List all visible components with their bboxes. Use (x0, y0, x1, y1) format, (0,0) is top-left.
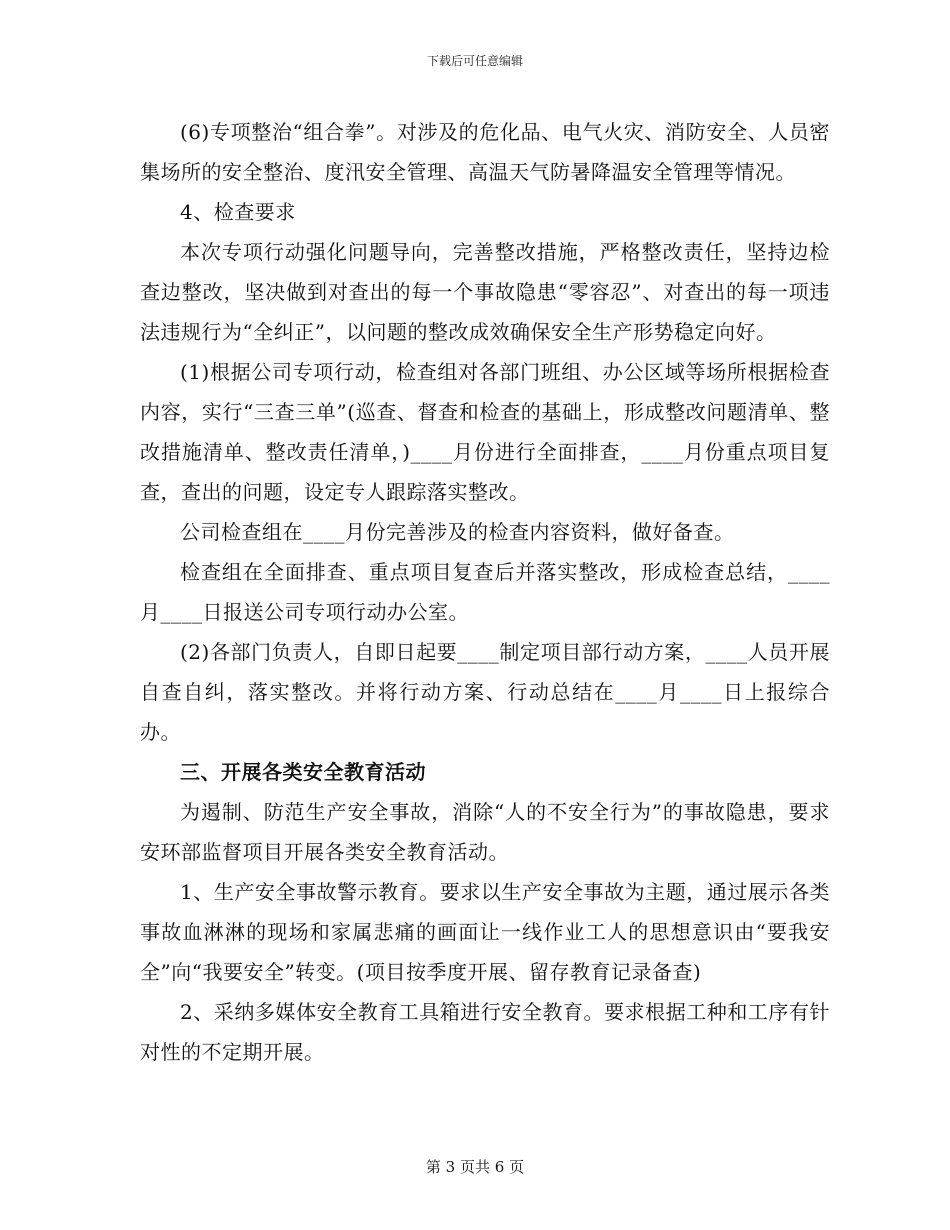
paragraph-education-intro: 为遏制、防范生产安全事故，消除“人的不安全行为”的事故隐患，要求安环部监督项目开展各类安全教育活动。 (140, 800, 830, 864)
section-heading-safety-education: 三、开展各类安全教育活动 (180, 760, 426, 784)
paragraph-inspection-requirements-title: 4、检查要求 (180, 200, 296, 224)
paragraph-warning-education: 1、生产安全事故警示教育。要求以生产安全事故为主题，通过展示各类事故血淋淋的现场和家属悲痛的画面让一线作业工人的思想意识由“要我安全”向“我要安全”转变。(项目按季度开展、留存教育记录备查) (140, 880, 830, 984)
document-body (140, 112, 830, 1072)
page-header: 下载后可任意编辑 (426, 54, 523, 68)
paragraph-item-2: (2)各部门负责人，自即日起要____制定项目部行动方案，____人员开展自查自纠，落实整改。并将行动方案、行动总结在____月____日上报综合办。 (140, 640, 830, 744)
paragraph-multimedia-education: 2、采纳多媒体安全教育工具箱进行安全教育。要求根据工种和工序有针对性的不定期开展。 (140, 1000, 830, 1064)
page-footer: 第 3 页共 6 页 (425, 1158, 525, 1176)
paragraph-inspection-materials: 公司检查组在____月份完善涉及的检查内容资料，做好备查。 (180, 520, 735, 544)
paragraph-inspection-summary: 检查组在全面排查、重点项目复查后并落实整改，形成检查总结，____月____日报送公司专项行动办公室。 (140, 560, 830, 624)
paragraph-action-goals: 本次专项行动强化问题导向，完善整改措施，严格整改责任，坚持边检查边整改，坚决做到对查出的每一个事故隐患“零容忍”、对查出的每一项违法违规行为“全纠正”，以问题的整改成效确保安全生产形势稳定向好。 (140, 240, 830, 344)
paragraph-special-rectification: (6)专项整治“组合拳”。对涉及的危化品、电气火灾、消防安全、人员密集场所的安全整治、度汛安全管理、高温天气防暑降温安全管理等情况。 (140, 120, 830, 184)
paragraph-item-1: (1)根据公司专项行动，检查组对各部门班组、办公区域等场所根据检查内容，实行“三查三单”(巡查、督查和检查的基础上，形成整改问题清单、整改措施清单、整改责任清单，)____月份进行全面排查，____月份重点项目复查，查出的问题，设定专人跟踪落实整改。 (140, 360, 830, 504)
